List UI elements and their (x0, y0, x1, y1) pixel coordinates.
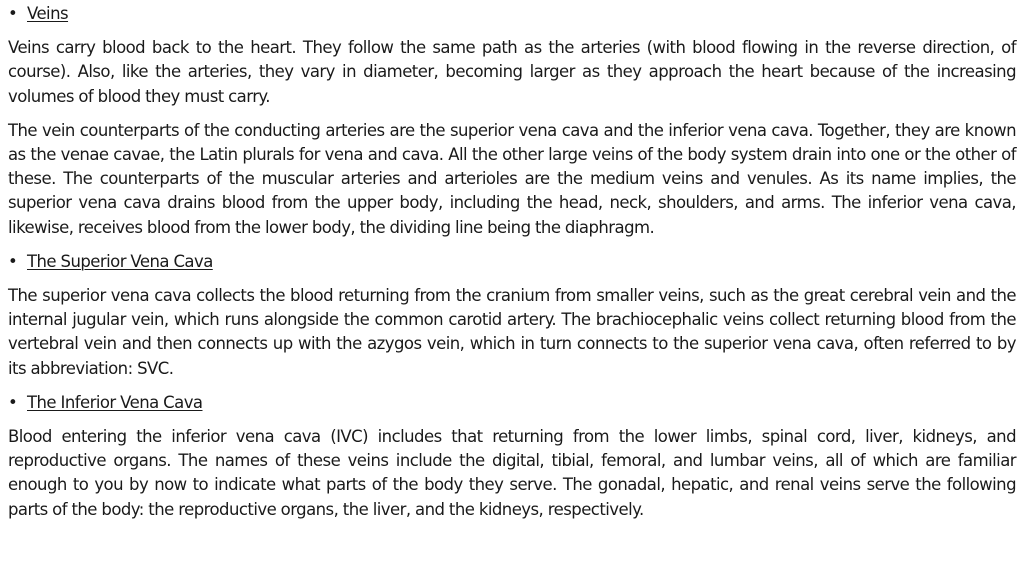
slide-content (8, 2, 1016, 574)
heading-text: The Superior Vena Cava (27, 251, 213, 271)
paragraph-inferior-vena-cava: Blood entering the inferior vena cava (IVC) includes that returning from the lower limbs, spinal cord, liver, kidneys, and reproductive organs. The names of these veins include the digital, tibial, femoral, and lumbar veins, all of which are familiar enough to you by now to indicate what parts of the body they serve. The gonadal, hepatic, and renal veins serve the following parts of the body: the reproductive organs, the liver, and the kidneys, respectively. (8, 427, 1016, 519)
section-heading-inferior-vena-cava (8, 391, 1016, 415)
bullet-icon: • (8, 392, 18, 412)
heading-text: The Inferior Vena Cava (27, 392, 203, 412)
bullet-icon: • (8, 251, 18, 271)
section-heading-veins (8, 2, 1016, 26)
section-heading-superior-vena-cava (8, 250, 1016, 274)
paragraph-superior-vena-cava: The superior vena cava collects the blood returning from the cranium from smaller veins, such as the great cerebral vein and the internal jugular vein, which runs alongside the common carotid artery. The brachiocephalic veins collect returning blood from the vertebral vein and then connects up with the azygos vein, which in turn connects to the superior vena cava, often referred to by its abbreviation: SVC. (8, 286, 1016, 378)
bullet-icon: • (8, 4, 18, 23)
paragraph-venae-cavae: The vein counterparts of the conducting arteries are the superior vena cava and the inferior vena cava. Together, they are known as the venae cavae, the Latin plurals for vena and cava. All the other large veins of the body system drain into one or the other of these. The counterparts of the muscular arteries and arterioles are the medium veins and venules. As its name implies, the superior vena cava drains blood from the upper body, including the head, neck, shoulders, and arms. The inferior vena cava, likewise, receives blood from the lower body, the dividing line being the diaphragm. (8, 120, 1016, 237)
paragraph-veins-intro: Veins carry blood back to the heart. They follow the same path as the arteries (with blood flowing in the reverse direction, of course). Also, like the arteries, they vary in diameter, becoming larger as they approach the heart because of the increasing volumes of blood they must carry. (8, 38, 1016, 106)
heading-text: Veins (27, 4, 69, 23)
